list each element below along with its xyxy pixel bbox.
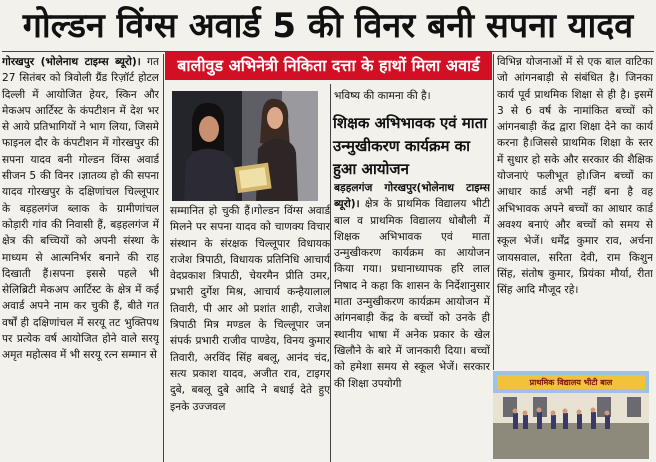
- article-column-3: [334, 88, 490, 110]
- school-photo: [493, 371, 649, 459]
- column-divider: [163, 54, 164, 462]
- school-sign-text: प्राथमिक विद्यालय भीटी बाल: [529, 378, 613, 387]
- award-photo: [172, 91, 318, 201]
- sub-banner: बालीवुड अभिनेत्री निकिता दत्ता के हाथों मिला अवार्ड: [165, 52, 492, 80]
- byline: बड़हलगंज गोरखपुर(भोलेनाथ टाइम्स ब्यूरो)।: [334, 182, 490, 211]
- article-column-3-body: [334, 180, 490, 462]
- school-photo-illustration: [493, 371, 649, 459]
- column-divider: [493, 54, 494, 370]
- article-column-2: [170, 203, 330, 462]
- headline: गोल्डन विंग्स अवार्ड 5 की विनर बनी सपना यादव: [22, 6, 634, 46]
- article-text: विभिन्न योजनाओं में से एक बाल वाटिका जो आंगनबाड़ी से संबंधित है। जिनका कार्य पूर्व प्राथमिक शिक्षा से ही है। इसमें 3 से 6 वर्ष के नामांकित बच्चों को आंगनबाड़ी केंद्र द्वारा शिक्षा देने का कार्य करना है।जिससे प्राथमिक शिक्षा के स्तर में सुधार हो सके और सरकार की शैक्षिक योजनाएं फलीभूत हो।जिन बच्चों का आधार कार्ड अभी नहीं बना है वह अभिभावक अपने बच्चों का आधार कार्ड अवश्य बनाएं और बच्चों को समय से स्कूल भेजें। धर्मेंद्र कुमार राव, अर्चना जायसवाल, सरिता देवी, राम किशुन सिंह, संतोष कुमार, प्रियंका मौर्या, रीता सिंह आदि मौजूद रहे।: [497, 56, 653, 297]
- article-intro: भविष्य की कामना की है।: [334, 90, 431, 102]
- sub-headline: शिक्षक अभिभावक एवं माता उन्मुखीकरण कार्यक्रम का हुआ आयोजन: [333, 114, 488, 178]
- article-column-4: [497, 54, 653, 370]
- article-column-1: [2, 54, 159, 462]
- byline: गोरखपुर (भोलेनाथ टाइम्स ब्यूरो)।: [2, 56, 141, 68]
- article-text: गत 27 सितंबर को त्रिवोली ग्रैंड रिज़ॉर्ट होटल दिल्ली में आयोजित हेयर, स्किन और मेकअप आर्टिस्ट के कंपटीशन में देश भर से आये प्रतिभागियों ने भाग लिया, जिसमे फाइनल दौर के कंपटीशन में गोरखपुर की सपना यादव बनी गोल्डन विंग्स अवार्ड सीजन 5 की विनर ।ज्ञातव्य हो की सपना यादव गोरखपुर के दक्षिणांचल चिल्लूपार के बड़हलगंज ब्लाक के ग्रामीणांचल कोड़ारी गांव की निवासी हैं, बड़हलगंज में क्षेत्र की बच्चियों को अपनी संस्था के माध्यम से आत्मनिर्भर बनाने की राह दिखाती हैं।सपना इससे पहले भी सेलिब्रिटी मेकअप आर्टिस्ट के क्षेत्र में कई अवार्ड अपने नाम कर चुकी हैं, बीते गत वर्षों ही दक्षिणांचल में सरयू तट भुक्तिपथ पर प्रत्येक वर्ष आयोजित होने वाले सरयू अमृत महोत्सव में भी सरयू रत्न सम्मान से: [2, 56, 159, 362]
- column-divider: [330, 84, 331, 462]
- article-text: सम्मानित हो चुकी हैं।गोल्डन विंग्स अवार्ड मिलने पर सपना यादव को चाणक्य विचार संस्थान के संरक्षक चिल्लूपार विधायक राजेश त्रिपाठी, विधायक प्रतिनिधि आचार्य वेदप्रकाश त्रिपाठी, चेयरमैन प्रीति उमर, प्रभारी दुर्गेश मिश्र, आचार्य कन्हैयालाल तिवारी, पी आर ओ प्रशांत शाही, राजेश त्रिपाठी मित्र मण्डल के चिल्लूपार जन संपर्क प्रभारी राजीव पाण्डेय, विनय कुमार तिवारी, अरविंद सिंह बबलू, आनंद चंद, सत्य प्रकाश यादव, अजीत राव, टाइगर दुबे, बबलू दुबे आदि ने बधाई देते हुए इनके उज्जवल: [170, 205, 330, 413]
- article-text: क्षेत्र के प्राथमिक विद्यालय भीटी बाल व प्राथमिक विद्यालय धोबौली में शिक्षक अभिभावक एवं माता उन्मुखीकरण कार्यक्रम का आयोजन किया गया। प्रधानाध्यापक हरि लाल निषाद ने कहा कि शासन के निर्देशानुसार माता उन्मुखीकरण कार्यक्रम आयोजन में आंगनबाड़ी केंद्र के बच्चों को उनके ही स्थानीय भाषा में अनेक प्रकार के खेल खिलौने के बारे में जानकारी दिया। बच्चों को हमेशा समय से स्कूल भेजें। सरकार की शिक्षा उपयोगी: [334, 198, 490, 390]
- award-photo-illustration: [172, 91, 318, 201]
